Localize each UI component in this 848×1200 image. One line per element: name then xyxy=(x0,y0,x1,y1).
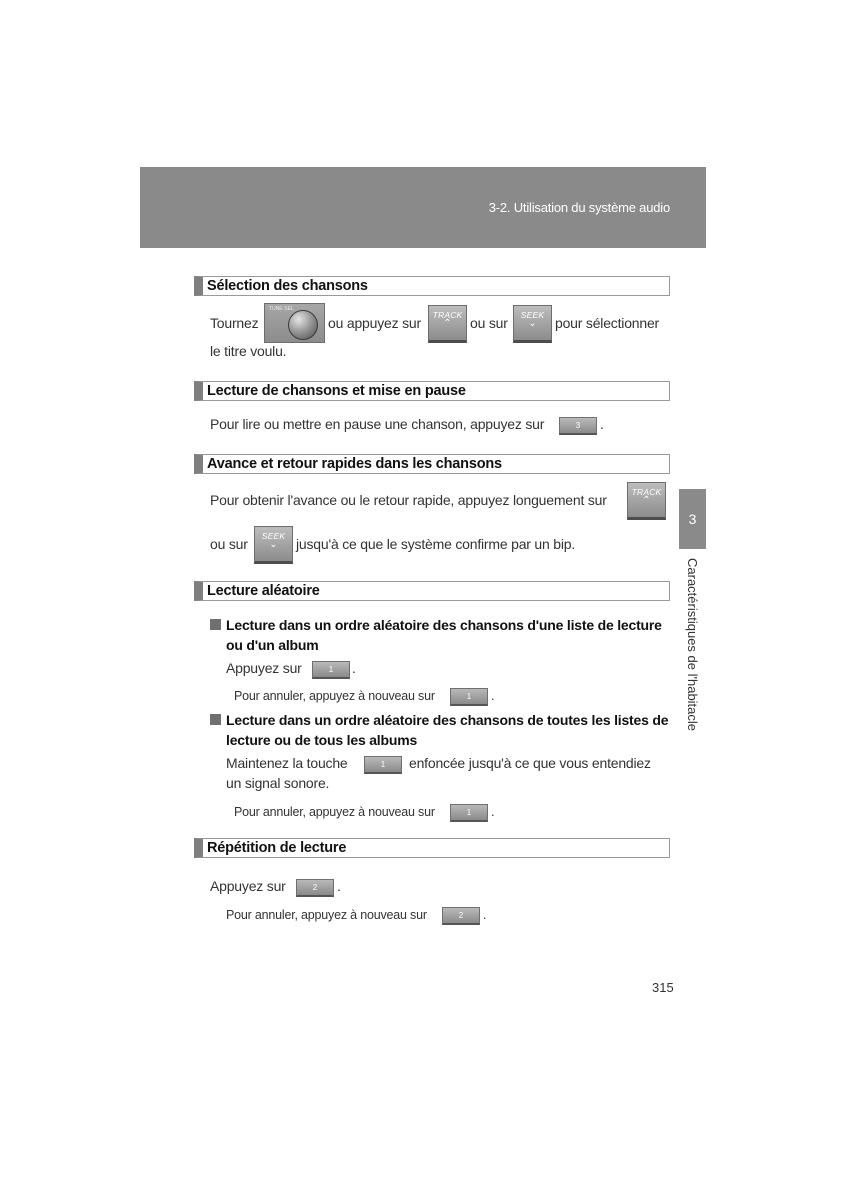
text: un signal sonore. xyxy=(226,775,330,791)
seek-label: SEEK xyxy=(520,310,545,320)
track-label: TRACK xyxy=(631,487,662,497)
subsection-title-cont: ou d'un album xyxy=(226,637,319,653)
text: ou sur xyxy=(210,536,248,552)
knob-label: TUNE·SEL xyxy=(269,306,294,312)
text: Tournez xyxy=(210,315,259,331)
chapter-tab: 3 xyxy=(679,489,706,549)
text: . xyxy=(352,660,356,676)
chapter-header xyxy=(140,167,706,248)
track-up-button-image xyxy=(428,305,467,343)
note: Pour annuler, appuyez à nouveau sur xyxy=(234,689,435,703)
chevron-up-icon: ⌃ xyxy=(443,318,452,329)
subsection-title-cont: lecture ou de tous les albums xyxy=(226,732,418,748)
bullet-square-icon xyxy=(210,714,221,725)
text: enfoncée jusqu'à ce que vous entendiez xyxy=(409,755,651,771)
note: Pour annuler, appuyez à nouveau sur xyxy=(226,908,427,922)
text: le titre voulu. xyxy=(210,343,287,359)
key-2-button-image: 2 xyxy=(296,879,334,897)
text: Appuyez sur xyxy=(226,660,302,676)
text: ou appuyez sur xyxy=(328,315,421,331)
knob-icon xyxy=(288,310,318,340)
bullet-square-icon xyxy=(210,619,221,630)
text: Pour obtenir l'avance ou le retour rapide, appuyez longuement sur xyxy=(210,492,607,508)
key-1-button-image: 1 xyxy=(312,661,350,679)
section-title-aleatoire: Lecture aléatoire xyxy=(194,581,670,601)
seek-down-button-image xyxy=(513,305,552,343)
track-label: TRACK xyxy=(432,310,463,320)
seek-down-button-image xyxy=(254,526,293,564)
subsection-title-text: Lecture dans un ordre aléatoire des chansons de toutes les listes de xyxy=(226,712,669,728)
section-title-selection: Sélection des chansons xyxy=(194,276,670,296)
chapter-side-label: Caractéristiques de l'habitacle xyxy=(685,558,700,732)
chevron-down-icon: ⌄ xyxy=(528,318,537,329)
text: . xyxy=(491,689,495,703)
text: . xyxy=(600,416,604,432)
tune-knob-image xyxy=(264,303,325,343)
chevron-up-icon: ⌃ xyxy=(642,495,651,506)
section-title-lecture: Lecture de chansons et mise en pause xyxy=(194,381,670,401)
track-up-button-image xyxy=(627,482,666,520)
section-title-avance: Avance et retour rapides dans les chansons xyxy=(194,454,670,474)
text: Appuyez sur xyxy=(210,878,286,894)
text: Maintenez la touche xyxy=(226,755,348,771)
chevron-down-icon: ⌄ xyxy=(269,539,278,550)
key-1-button-image: 1 xyxy=(450,688,488,706)
text: . xyxy=(483,908,487,922)
chapter-title: 3-2. Utilisation du système audio xyxy=(488,200,670,215)
text: jusqu'à ce que le système confirme par un bip. xyxy=(296,536,576,552)
subsection-title xyxy=(210,712,668,728)
page-number: 315 xyxy=(652,980,674,995)
note: Pour annuler, appuyez à nouveau sur xyxy=(234,805,435,819)
text: . xyxy=(337,878,341,894)
text: pour sélectionner xyxy=(555,315,659,331)
section-title-repetition: Répétition de lecture xyxy=(194,838,670,858)
text: Pour lire ou mettre en pause une chanson, appuyez sur xyxy=(210,416,545,432)
key-1-button-image: 1 xyxy=(450,804,488,822)
seek-label: SEEK xyxy=(261,531,286,541)
key-2-button-image: 2 xyxy=(442,907,480,925)
text: . xyxy=(491,805,495,819)
key-3-button-image: 3 xyxy=(559,417,597,435)
text: ou sur xyxy=(470,315,508,331)
key-1-button-image: 1 xyxy=(364,756,402,774)
subsection-title-text: Lecture dans un ordre aléatoire des chansons d'une liste de lecture xyxy=(226,617,662,633)
subsection-title xyxy=(210,617,662,633)
